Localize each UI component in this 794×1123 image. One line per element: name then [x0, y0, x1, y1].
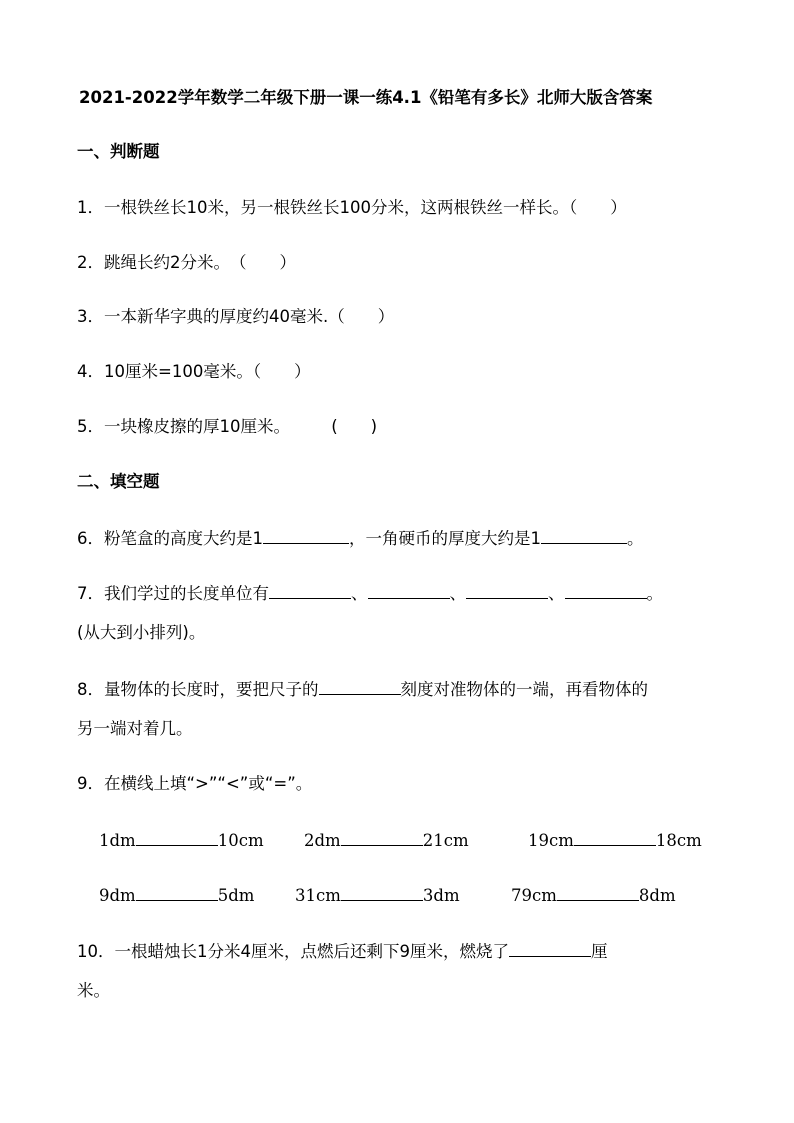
answer-blank[interactable]	[368, 582, 450, 599]
answer-blank[interactable]	[557, 884, 639, 901]
question-6	[77, 527, 644, 549]
question-text: 量物体的长度时，要把尺子的	[104, 680, 319, 699]
question-text: 一块橡皮擦的厚10厘米。 ( )	[104, 417, 378, 436]
compare-right: 8dm	[638, 886, 676, 905]
answer-blank[interactable]	[565, 582, 647, 599]
compare-item	[511, 884, 676, 906]
question-10	[77, 940, 608, 962]
compare-left: 9dm	[99, 886, 136, 905]
question-8-cont: 另一端对着几。	[77, 719, 193, 738]
compare-left: 79cm	[511, 886, 557, 905]
separator: 、	[449, 584, 466, 603]
answer-blank[interactable]	[466, 582, 548, 599]
question-text: 厘	[591, 942, 608, 961]
answer-blank[interactable]	[541, 527, 627, 544]
question-text: ，一角硬币的厚度大约是1	[349, 529, 541, 548]
answer-blank[interactable]	[574, 829, 656, 846]
question-text: 一本新华字典的厚度约40毫米.（ ）	[104, 307, 395, 326]
compare-right: 3dm	[422, 886, 460, 905]
question-number: 8．	[77, 680, 104, 699]
question-text: 一根铁丝长10米，另一根铁丝长100分米，这两根铁丝一样长。（ ）	[104, 198, 627, 217]
question-number: 9．	[77, 774, 104, 793]
compare-left: 19cm	[528, 831, 574, 850]
compare-left: 31cm	[295, 886, 341, 905]
section-heading-fill: 二、填空题	[77, 472, 160, 491]
compare-left: 1dm	[99, 831, 136, 850]
question-number: 5．	[77, 417, 104, 436]
compare-item	[99, 829, 264, 851]
question-text: 我们学过的长度单位有	[104, 584, 269, 603]
compare-item	[295, 884, 460, 906]
compare-left: 2dm	[304, 831, 341, 850]
page-title: 2021-2022学年数学二年级下册一课一练4.1《铅笔有多长》北师大版含答案	[79, 88, 653, 107]
question-text: 在横线上填“>”“<”或“=”。	[104, 774, 313, 793]
question-9	[77, 774, 312, 794]
compare-right: 5dm	[217, 886, 255, 905]
question-3	[77, 307, 394, 327]
question-number: 4．	[77, 362, 104, 381]
compare-item	[528, 829, 702, 851]
compare-right: 18cm	[655, 831, 702, 850]
question-number: 3．	[77, 307, 104, 326]
question-number: 1．	[77, 198, 104, 217]
answer-blank[interactable]	[136, 829, 218, 846]
answer-blank[interactable]	[341, 884, 423, 901]
separator: 、	[351, 584, 368, 603]
answer-blank[interactable]	[319, 678, 401, 695]
question-5	[77, 417, 377, 437]
separator: 、	[548, 584, 565, 603]
answer-blank[interactable]	[136, 884, 218, 901]
question-number: 7．	[77, 584, 104, 603]
question-text: 10厘米=100毫米。（ ）	[104, 362, 311, 381]
question-text: 。	[627, 529, 644, 548]
question-text: 跳绳长约2分米。 （ ）	[104, 253, 296, 272]
question-number: 2．	[77, 253, 104, 272]
answer-blank[interactable]	[269, 582, 351, 599]
answer-blank[interactable]	[509, 940, 591, 957]
question-text: 一根蜡烛长1分米4厘米，点燃后还剩下9厘米，燃烧了	[114, 942, 509, 961]
question-7-note: (从大到小排列)。	[77, 623, 206, 642]
question-text: 。	[646, 584, 663, 603]
question-text: 粉笔盒的高度大约是1	[104, 529, 263, 548]
question-7	[77, 582, 663, 604]
question-number: 10．	[77, 942, 115, 961]
compare-item	[99, 884, 254, 906]
answer-blank[interactable]	[263, 527, 349, 544]
compare-item	[304, 829, 469, 851]
question-text: 刻度对准物体的一端，再看物体的	[400, 680, 648, 699]
question-number: 6．	[77, 529, 104, 548]
compare-right: 21cm	[422, 831, 469, 850]
question-4	[77, 362, 311, 382]
question-8	[77, 678, 648, 700]
answer-blank[interactable]	[341, 829, 423, 846]
compare-right: 10cm	[217, 831, 264, 850]
question-10-cont: 米。	[77, 981, 110, 1000]
question-2	[77, 253, 296, 273]
question-1	[77, 198, 627, 218]
section-heading-judge: 一、判断题	[77, 142, 160, 161]
